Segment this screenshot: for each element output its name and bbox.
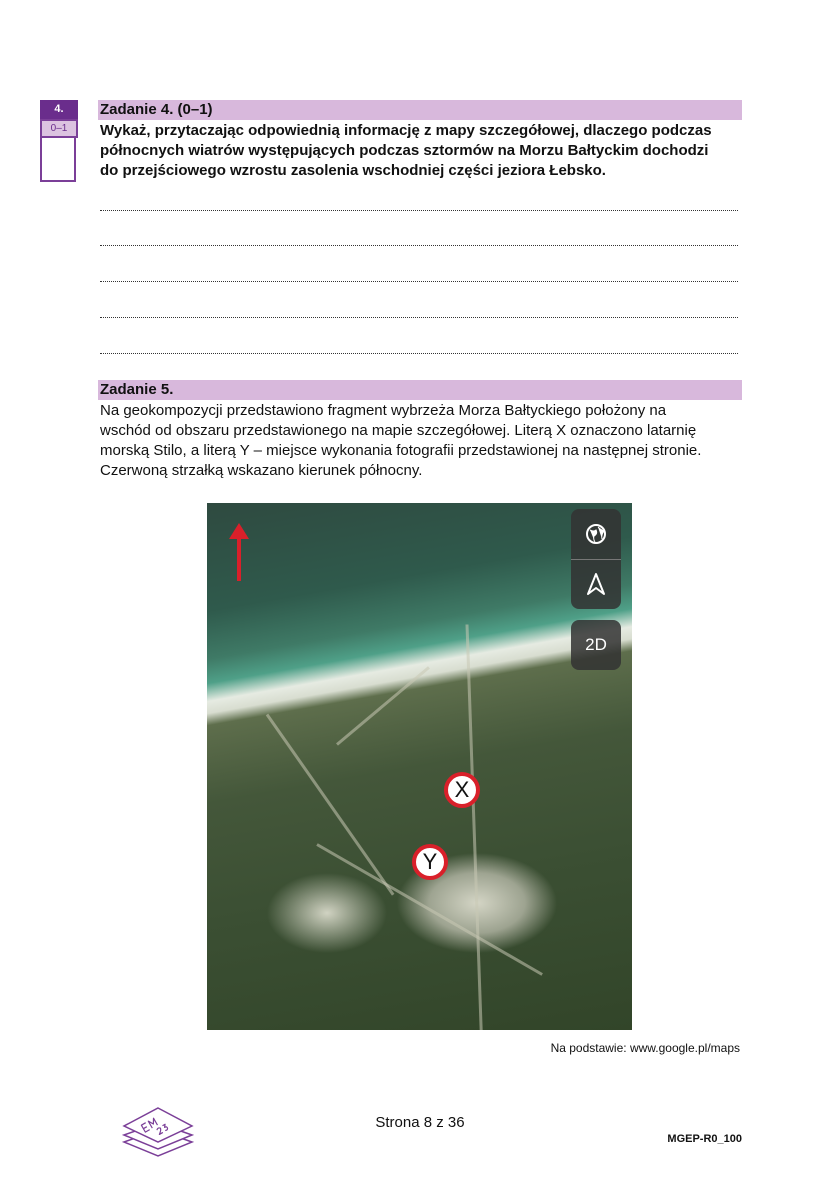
- navigation-arrow-icon[interactable]: [571, 560, 621, 610]
- view-mode-2d-button[interactable]: 2D: [571, 620, 621, 670]
- map-controls: [571, 509, 621, 609]
- task-number: 4.: [40, 100, 78, 119]
- text-line: Czerwoną strzałką wskazano kierunek północny.: [100, 462, 423, 479]
- north-arrow-icon: [227, 521, 251, 583]
- answer-line[interactable]: [100, 353, 738, 354]
- satellite-map: [207, 503, 632, 1030]
- map-path: [336, 666, 430, 745]
- question-line: północnych wiatrów występujących podczas sztormów na Morzu Bałtyckim dochodzi: [100, 142, 709, 159]
- marker-y: Y: [412, 844, 448, 880]
- exam-code: MGEP-R0_100: [667, 1133, 742, 1145]
- text-line: wschód od obszaru przedstawionego na mapie szczegółowej. Literą X oznaczono latarnię: [100, 422, 697, 439]
- text-line: morską Stilo, a literą Y – miejsce wykonania fotografii przedstawionej na następnej stronie.: [100, 442, 702, 459]
- question-line: Wykaż, przytaczając odpowiednią informację z mapy szczegółowej, dlaczego podczas: [100, 122, 712, 139]
- em23-logo: [122, 1106, 194, 1158]
- task5-title: Zadanie 5.: [98, 380, 742, 400]
- question-line: do przejściowego wzrostu zasolenia wschodniej części jeziora Łebsko.: [100, 162, 606, 179]
- task5-text: [100, 401, 750, 481]
- text-line: Na geokompozycji przedstawiono fragment wybrzeża Morza Bałtyckiego położony na: [100, 402, 667, 419]
- page-number: Strona 8 z 36: [375, 1114, 465, 1131]
- task4-title: Zadanie 4. (0–1): [98, 100, 742, 120]
- marker-x: X: [444, 772, 480, 808]
- answer-line[interactable]: [100, 210, 738, 211]
- answer-line[interactable]: [100, 317, 738, 318]
- map-source-caption: Na podstawie: www.google.pl/maps: [550, 1041, 740, 1055]
- answer-line[interactable]: [100, 245, 738, 246]
- map-path: [466, 624, 484, 1030]
- answer-line[interactable]: [100, 281, 738, 282]
- task-points: 0–1: [40, 119, 78, 138]
- task4-question: [100, 121, 750, 181]
- map-path: [266, 714, 395, 896]
- globe-icon[interactable]: [571, 509, 621, 560]
